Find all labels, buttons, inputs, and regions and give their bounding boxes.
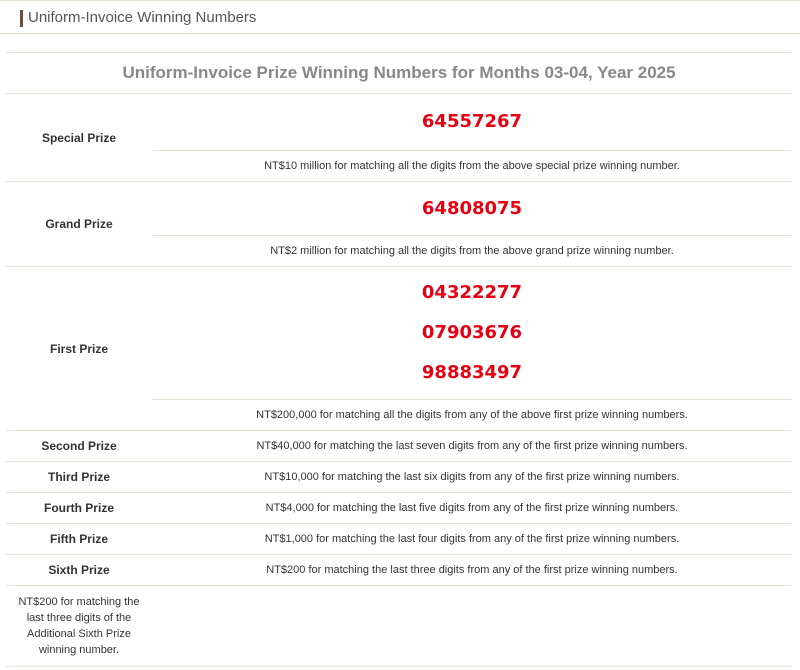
additional-sixth-prize-numbers xyxy=(152,586,792,666)
first-prize-body xyxy=(152,267,792,430)
grand-prize-body xyxy=(152,182,792,266)
first-prize-label: First Prize xyxy=(49,341,109,356)
grand-prize-description: NT$2 million for matching all the digits from the above grand prize winning number. xyxy=(152,235,792,266)
additional-sixth-prize-row xyxy=(6,585,792,667)
special-prize-number: 64557267 xyxy=(421,111,523,132)
special-prize-block xyxy=(6,93,792,181)
first-prize-block xyxy=(6,266,792,430)
fourth-prize-label: Fourth Prize xyxy=(43,501,114,515)
sixth-prize-row xyxy=(6,554,792,585)
header-accent-bar xyxy=(20,10,23,27)
third-prize-label: Third Prize xyxy=(47,470,110,484)
special-prize-label: Special Prize xyxy=(41,130,117,145)
first-prize-number: 04322277 xyxy=(421,282,523,303)
grand-prize-label: Grand Prize xyxy=(45,217,113,231)
second-prize-row xyxy=(6,430,792,461)
section-header xyxy=(0,0,800,34)
third-prize-description: NT$10,000 for matching the last six digits from any of the first prize winning numbers. xyxy=(264,471,680,483)
third-prize-row xyxy=(6,461,792,492)
special-prize-body xyxy=(152,94,792,181)
first-prize-number: 98883497 xyxy=(421,362,523,383)
fifth-prize-description: NT$1,000 for matching the last four digits from any of the first prize winning numbers. xyxy=(264,533,680,545)
fourth-prize-description: NT$4,000 for matching the last five digits from any of the first prize winning numbers. xyxy=(265,502,679,514)
fourth-prize-row xyxy=(6,492,792,523)
grand-prize-number: 64808075 xyxy=(421,197,523,219)
grand-prize-numbers xyxy=(152,182,792,235)
section-title: Uniform-Invoice Winning Numbers xyxy=(28,9,257,26)
special-prize-numbers xyxy=(152,94,792,150)
table-title: Uniform-Invoice Prize Winning Numbers for Months 03-04, Year 2025 xyxy=(122,63,676,82)
first-prize-number: 07903676 xyxy=(421,322,523,343)
second-prize-label: Second Prize xyxy=(41,439,117,453)
additional-sixth-prize-description: NT$200 for matching the last three digits of the Additional Sixth Prize winning number. xyxy=(18,596,140,656)
second-prize-description: NT$40,000 for matching the last seven digits from any of the first prize winning numbers. xyxy=(256,440,688,452)
special-prize-description: NT$10 million for matching all the digits from the above special prize winning number. xyxy=(152,150,792,181)
fifth-prize-label: Fifth Prize xyxy=(49,532,108,546)
sixth-prize-description: NT$200 for matching the last three digits from any of the first prize winning numbers. xyxy=(266,564,678,576)
sixth-prize-label: Sixth Prize xyxy=(48,563,110,577)
first-prize-description: NT$200,000 for matching all the digits from any of the above first prize winning numbers. xyxy=(152,399,792,430)
winning-numbers-table xyxy=(6,52,792,667)
fifth-prize-row xyxy=(6,523,792,554)
grand-prize-block xyxy=(6,181,792,266)
first-prize-numbers xyxy=(152,267,792,399)
